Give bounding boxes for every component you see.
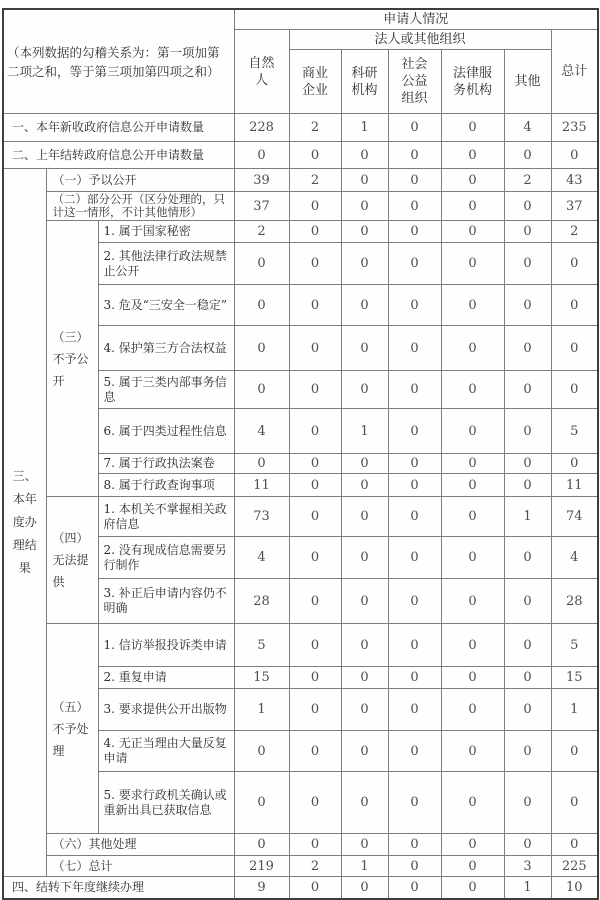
value-cell: 28 — [551, 579, 598, 624]
row-label: 1. 信访举报投诉类申请 — [98, 624, 234, 667]
value-cell: 1 — [341, 856, 388, 877]
value-cell: 0 — [341, 667, 388, 689]
value-cell: 74 — [551, 497, 598, 537]
value-cell: 43 — [551, 169, 598, 192]
annual-report-table — [2, 8, 599, 900]
value-cell: 0 — [441, 192, 504, 221]
value-cell: 0 — [388, 834, 441, 856]
row-label: 8. 属于行政查询事项 — [98, 474, 234, 497]
value-cell: 1 — [504, 497, 551, 537]
value-cell: 0 — [289, 454, 341, 474]
value-cell: 0 — [441, 834, 504, 856]
value-cell: 0 — [341, 474, 388, 497]
value-cell: 0 — [504, 772, 551, 834]
value-cell: 15 — [551, 667, 598, 689]
value-cell: 0 — [551, 285, 598, 326]
value-cell: 0 — [341, 689, 388, 731]
value-cell: 0 — [289, 326, 341, 371]
value-cell: 0 — [289, 497, 341, 537]
value-cell: 0 — [234, 142, 289, 169]
value-cell: 0 — [388, 537, 441, 579]
value-cell: 0 — [388, 192, 441, 221]
value-cell: 0 — [388, 221, 441, 243]
value-cell: 4 — [234, 537, 289, 579]
value-cell: 0 — [341, 772, 388, 834]
value-cell: 0 — [289, 772, 341, 834]
value-cell: 0 — [504, 192, 551, 221]
value-cell: 2 — [234, 221, 289, 243]
value-cell: 11 — [551, 474, 598, 497]
value-cell: 0 — [388, 689, 441, 731]
col-header-natural-person: 自然人 — [234, 30, 289, 114]
value-cell: 0 — [388, 624, 441, 667]
value-cell: 0 — [234, 772, 289, 834]
table-row — [3, 877, 598, 899]
value-cell: 0 — [504, 221, 551, 243]
row-label: 5. 属于三类内部事务信息 — [98, 371, 234, 409]
value-cell: 0 — [441, 169, 504, 192]
value-cell: 0 — [234, 371, 289, 409]
value-cell: 37 — [551, 192, 598, 221]
value-cell: 0 — [388, 731, 441, 772]
group4-label: （四）无法提供 — [46, 497, 98, 624]
value-cell: 0 — [504, 474, 551, 497]
value-cell: 0 — [441, 731, 504, 772]
row-label: 一、本年新收政府信息公开申请数量 — [3, 114, 234, 142]
value-cell: 0 — [504, 326, 551, 371]
value-cell: 0 — [441, 877, 504, 899]
row-label: 5. 要求行政机关确认或重新出具已获取信息 — [98, 772, 234, 834]
value-cell: 0 — [341, 142, 388, 169]
value-cell: 15 — [234, 667, 289, 689]
value-cell: 0 — [341, 624, 388, 667]
value-cell: 0 — [388, 285, 441, 326]
table-row — [3, 497, 598, 537]
value-cell: 0 — [504, 537, 551, 579]
value-cell: 0 — [234, 243, 289, 285]
value-cell: 0 — [441, 497, 504, 537]
value-cell: 0 — [341, 326, 388, 371]
section3-label: 三、本年度办理结果 — [3, 169, 46, 877]
table-row — [3, 192, 598, 221]
row-label: 1. 属于国家秘密 — [98, 221, 234, 243]
value-cell: 2 — [289, 856, 341, 877]
value-cell: 0 — [341, 834, 388, 856]
value-cell: 0 — [441, 537, 504, 579]
value-cell: 0 — [388, 326, 441, 371]
row-label: （二）部分公开（区分处理的，只计这一情形，不计其他情形） — [46, 192, 234, 221]
value-cell: 1 — [341, 409, 388, 454]
value-cell: 0 — [289, 221, 341, 243]
table-row — [3, 142, 598, 169]
row-label: （一）予以公开 — [46, 169, 234, 192]
value-cell: 0 — [441, 579, 504, 624]
value-cell: 0 — [504, 142, 551, 169]
row-label: 3. 要求提供公开出版物 — [98, 689, 234, 731]
value-cell: 0 — [504, 834, 551, 856]
value-cell: 225 — [551, 856, 598, 877]
value-cell: 0 — [289, 579, 341, 624]
row-label: （七）总计 — [46, 856, 234, 877]
value-cell: 0 — [234, 454, 289, 474]
value-cell: 0 — [388, 772, 441, 834]
header-row-1 — [3, 9, 598, 30]
value-cell: 0 — [441, 474, 504, 497]
value-cell: 4 — [504, 114, 551, 142]
value-cell: 2 — [289, 169, 341, 192]
value-cell: 0 — [441, 221, 504, 243]
value-cell: 0 — [551, 142, 598, 169]
value-cell: 0 — [441, 856, 504, 877]
value-cell: 0 — [388, 856, 441, 877]
value-cell: 0 — [289, 243, 341, 285]
value-cell: 9 — [234, 877, 289, 899]
value-cell: 0 — [388, 877, 441, 899]
value-cell: 0 — [551, 454, 598, 474]
value-cell: 0 — [441, 114, 504, 142]
value-cell: 0 — [388, 579, 441, 624]
value-cell: 0 — [289, 667, 341, 689]
value-cell: 228 — [234, 114, 289, 142]
value-cell: 2 — [551, 221, 598, 243]
row-label: 2. 其他法律行政法规禁止公开 — [98, 243, 234, 285]
value-cell: 0 — [551, 731, 598, 772]
value-cell: 0 — [341, 537, 388, 579]
table-note: （本列数据的勾稽关系为：第一项加第二项之和，等于第三项加第四项之和） — [3, 9, 234, 114]
value-cell: 0 — [341, 497, 388, 537]
value-cell: 0 — [388, 243, 441, 285]
value-cell: 1 — [551, 689, 598, 731]
row-label: 3. 补正后申请内容仍不明确 — [98, 579, 234, 624]
row-label: 4. 保护第三方合法权益 — [98, 326, 234, 371]
value-cell: 0 — [289, 142, 341, 169]
value-cell: 1 — [504, 877, 551, 899]
value-cell: 0 — [504, 454, 551, 474]
value-cell: 0 — [441, 409, 504, 454]
value-cell: 0 — [289, 624, 341, 667]
value-cell: 0 — [388, 454, 441, 474]
value-cell: 0 — [341, 221, 388, 243]
value-cell: 1 — [234, 689, 289, 731]
value-cell: 0 — [234, 285, 289, 326]
col-header-commercial: 商业企业 — [289, 50, 341, 114]
value-cell: 0 — [441, 667, 504, 689]
value-cell: 0 — [551, 834, 598, 856]
value-cell: 1 — [341, 114, 388, 142]
table-row — [3, 856, 598, 877]
value-cell: 0 — [441, 142, 504, 169]
group5-label: （五）不予处理 — [46, 624, 98, 834]
value-cell: 0 — [441, 326, 504, 371]
value-cell: 0 — [289, 731, 341, 772]
value-cell: 0 — [234, 731, 289, 772]
value-cell: 0 — [341, 169, 388, 192]
table-row — [3, 169, 598, 192]
value-cell: 5 — [551, 624, 598, 667]
value-cell: 28 — [234, 579, 289, 624]
value-cell: 0 — [388, 474, 441, 497]
value-cell: 0 — [504, 667, 551, 689]
value-cell: 0 — [441, 454, 504, 474]
value-cell: 0 — [441, 371, 504, 409]
table-row — [3, 834, 598, 856]
value-cell: 0 — [289, 285, 341, 326]
value-cell: 10 — [551, 877, 598, 899]
col-header-research: 科研机构 — [341, 50, 388, 114]
value-cell: 0 — [341, 192, 388, 221]
value-cell: 0 — [234, 326, 289, 371]
col-header-total: 总计 — [551, 30, 598, 114]
value-cell: 0 — [504, 371, 551, 409]
group3-label: （三）不予公开 — [46, 221, 98, 497]
value-cell: 0 — [289, 409, 341, 454]
value-cell: 0 — [289, 371, 341, 409]
value-cell: 0 — [504, 285, 551, 326]
value-cell: 0 — [504, 409, 551, 454]
value-cell: 2 — [289, 114, 341, 142]
value-cell: 0 — [551, 243, 598, 285]
col-header-social-welfare: 社会公益组织 — [388, 50, 441, 114]
value-cell: 0 — [341, 579, 388, 624]
row-label: 二、上年结转政府信息公开申请数量 — [3, 142, 234, 169]
value-cell: 0 — [504, 689, 551, 731]
row-label: （六）其他处理 — [46, 834, 234, 856]
value-cell: 0 — [289, 689, 341, 731]
value-cell: 5 — [551, 409, 598, 454]
table-row — [3, 221, 598, 243]
table-row — [3, 114, 598, 142]
col-header-legal-service: 法律服务机构 — [441, 50, 504, 114]
value-cell: 0 — [504, 731, 551, 772]
value-cell: 0 — [341, 454, 388, 474]
value-cell: 0 — [289, 192, 341, 221]
value-cell: 0 — [341, 731, 388, 772]
value-cell: 5 — [234, 624, 289, 667]
value-cell: 4 — [551, 537, 598, 579]
value-cell: 0 — [388, 142, 441, 169]
value-cell: 0 — [388, 114, 441, 142]
value-cell: 0 — [441, 624, 504, 667]
row-label: 四、结转下年度继续办理 — [3, 877, 234, 899]
applicant-status-header: 申请人情况 — [234, 9, 598, 30]
value-cell: 0 — [341, 243, 388, 285]
value-cell: 235 — [551, 114, 598, 142]
value-cell: 0 — [388, 409, 441, 454]
value-cell: 0 — [441, 243, 504, 285]
value-cell: 0 — [441, 285, 504, 326]
value-cell: 0 — [551, 772, 598, 834]
value-cell: 0 — [551, 326, 598, 371]
row-label: 1. 本机关不掌握相关政府信息 — [98, 497, 234, 537]
value-cell: 0 — [289, 474, 341, 497]
row-label: 7. 属于行政执法案卷 — [98, 454, 234, 474]
table-row — [3, 624, 598, 667]
value-cell: 73 — [234, 497, 289, 537]
value-cell: 0 — [341, 285, 388, 326]
value-cell: 0 — [388, 169, 441, 192]
row-label: 6. 属于四类过程性信息 — [98, 409, 234, 454]
col-header-other: 其他 — [504, 50, 551, 114]
value-cell: 4 — [234, 409, 289, 454]
row-label: 3. 危及“三安全一稳定” — [98, 285, 234, 326]
value-cell: 0 — [504, 624, 551, 667]
value-cell: 0 — [504, 579, 551, 624]
value-cell: 37 — [234, 192, 289, 221]
value-cell: 0 — [551, 371, 598, 409]
row-label: 2. 重复申请 — [98, 667, 234, 689]
row-label: 4. 无正当理由大量反复申请 — [98, 731, 234, 772]
value-cell: 2 — [504, 169, 551, 192]
value-cell: 0 — [341, 371, 388, 409]
value-cell: 0 — [388, 667, 441, 689]
value-cell: 0 — [289, 834, 341, 856]
value-cell: 0 — [341, 877, 388, 899]
value-cell: 0 — [504, 243, 551, 285]
value-cell: 0 — [289, 877, 341, 899]
legal-org-header: 法人或其他组织 — [289, 30, 551, 50]
value-cell: 11 — [234, 474, 289, 497]
value-cell: 0 — [289, 537, 341, 579]
value-cell: 0 — [441, 689, 504, 731]
value-cell: 0 — [388, 371, 441, 409]
value-cell: 3 — [504, 856, 551, 877]
value-cell: 0 — [441, 772, 504, 834]
row-label: 2. 没有现成信息需要另行制作 — [98, 537, 234, 579]
value-cell: 39 — [234, 169, 289, 192]
value-cell: 0 — [234, 834, 289, 856]
value-cell: 0 — [388, 497, 441, 537]
value-cell: 219 — [234, 856, 289, 877]
